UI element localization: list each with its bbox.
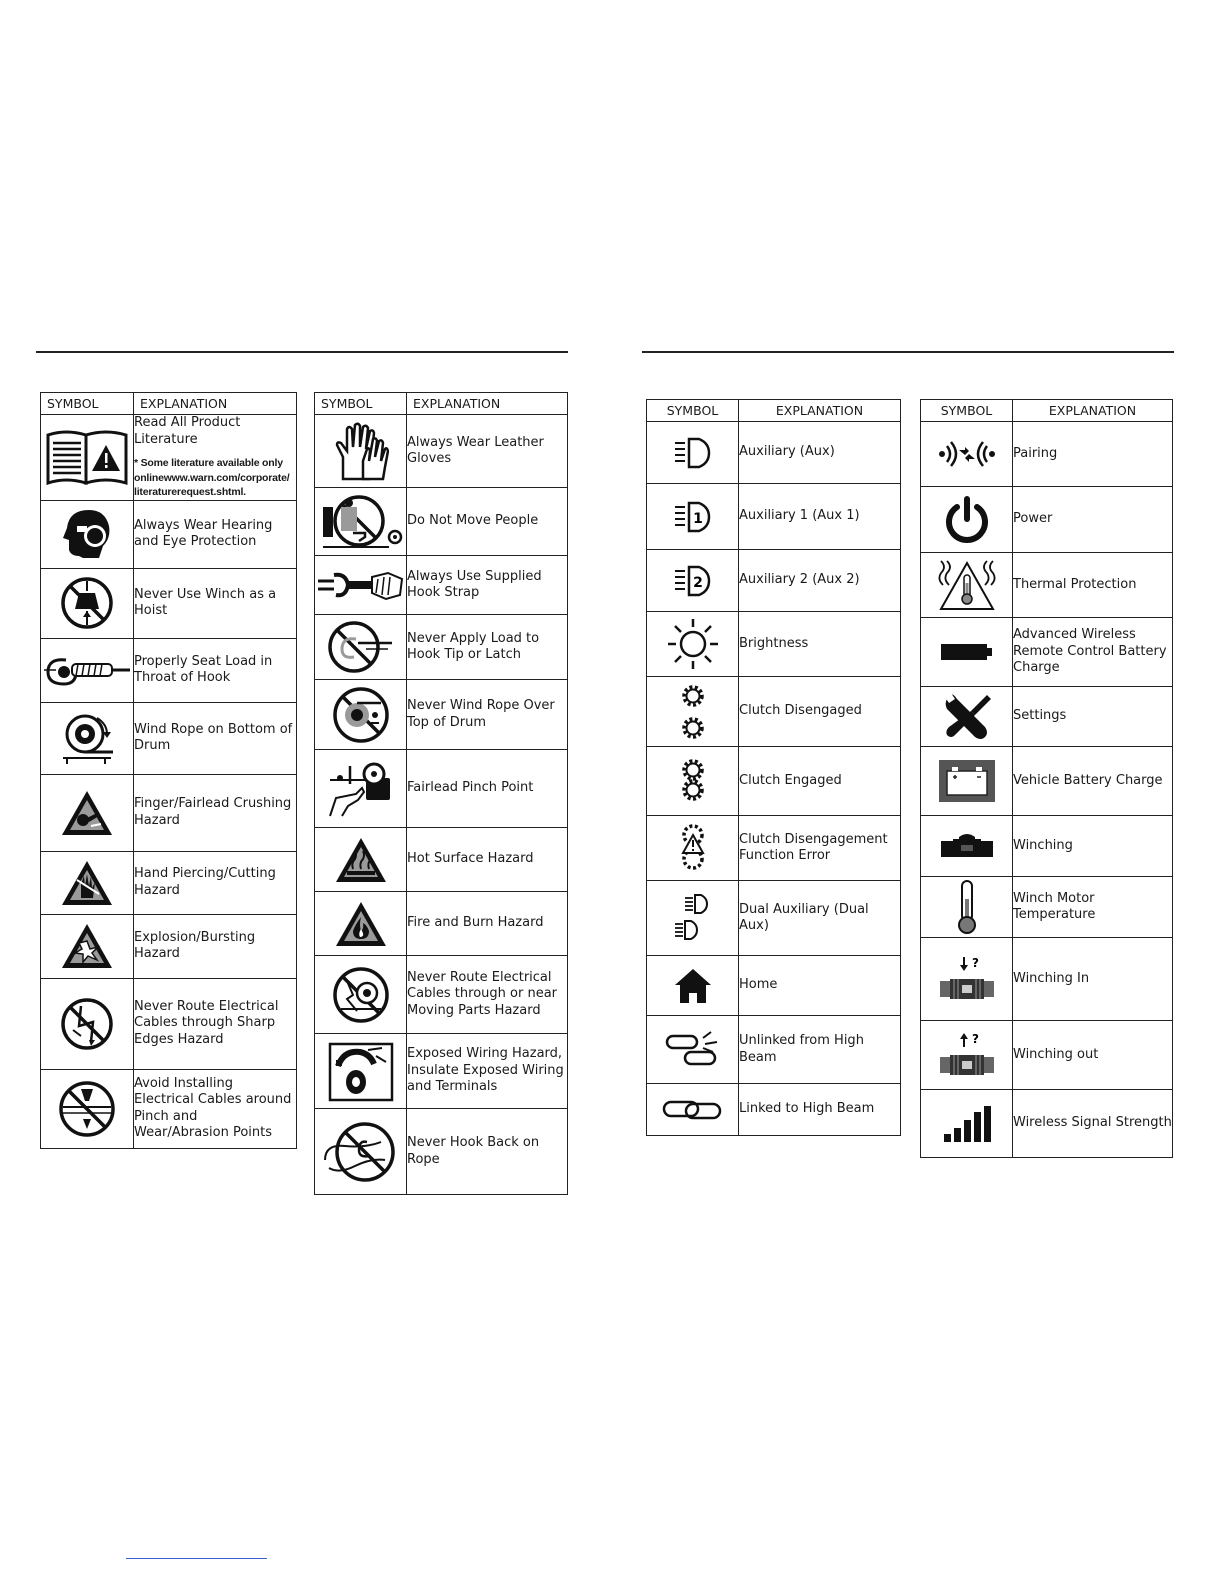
page1-top-rule (36, 351, 568, 353)
list-item-text: Always Wear Leather Gloves (407, 415, 568, 488)
thermal-icon (921, 553, 1013, 618)
list-item-text: Vehicle Battery Charge (1013, 747, 1173, 816)
fire-warning-icon (315, 892, 407, 956)
thermometer-icon (921, 877, 1013, 938)
svg-text:?: ? (971, 956, 979, 970)
svg-text:?: ? (971, 1032, 979, 1046)
list-item-text: Winch Motor Temperature (1013, 877, 1173, 938)
unlinked-icon (647, 1016, 739, 1084)
list-item-text: Never Route Electrical Cables through or near Moving Parts Hazard (407, 956, 568, 1034)
wrench-screwdriver-icon (921, 687, 1013, 747)
literature-note: * Some literature available only onlinewww.warn.com/corporate/ literaturerequest.shtml. (134, 457, 290, 498)
safety-symbols-table-2 (314, 392, 568, 1195)
list-item-text: Home (739, 956, 901, 1016)
no-move-people-icon (315, 488, 407, 556)
aux-light-icon (647, 422, 739, 484)
winch-icon (921, 816, 1013, 877)
list-item-text: Wireless Signal Strength (1013, 1090, 1173, 1158)
list-item-text: Winching out (1013, 1021, 1173, 1090)
symbol-header: SYMBOL (921, 400, 1013, 422)
list-item-text: Linked to High Beam (739, 1084, 901, 1136)
list-item-text: Wind Rope on Bottom of Drum (134, 702, 297, 774)
list-item-text: Winching In (1013, 938, 1173, 1021)
list-item-text: Fire and Burn Hazard (407, 892, 568, 956)
list-item-text: Do Not Move People (407, 488, 568, 556)
gears-error-icon (647, 816, 739, 881)
no-moving-parts-cable-icon (315, 956, 407, 1034)
list-item-text: Fairlead Pinch Point (407, 750, 568, 828)
list-item-text: Never Wind Rope Over Top of Drum (407, 680, 568, 750)
list-item-text: Always Wear Hearing and Eye Protection (134, 500, 297, 568)
gloves-icon (315, 415, 407, 488)
hook-seat-icon (41, 638, 134, 702)
aux-number: 2 (692, 574, 703, 591)
aux-number: 1 (692, 510, 703, 527)
fairlead-pinch-icon (315, 750, 407, 828)
explanation-header: EXPLANATION (134, 393, 297, 415)
list-item-text: Read All Product Literature * Some literature available only onlinewww.warn.com/corporate/ literaturerequest.shtml. (134, 415, 297, 501)
list-item-text: Exposed Wiring Hazard, Insulate Exposed Wiring and Terminals (407, 1034, 568, 1109)
remote-battery-icon (921, 618, 1013, 687)
exposed-wiring-icon (315, 1034, 407, 1109)
list-item-text: Settings (1013, 687, 1173, 747)
symbol-header: SYMBOL (315, 393, 407, 415)
list-item-text: Brightness (739, 612, 901, 677)
no-hook-tip-icon (315, 615, 407, 680)
list-item-text: Avoid Installing Electrical Cables around Pinch and Wear/Abrasion Points (134, 1069, 297, 1148)
remote-symbols-table-2 (920, 399, 1173, 1158)
dual-aux-light-icon (647, 881, 739, 956)
vehicle-battery-icon (921, 747, 1013, 816)
winch-out-icon (921, 1021, 1013, 1090)
drum-bottom-icon (41, 702, 134, 774)
no-drum-top-icon (315, 680, 407, 750)
symbol-header: SYMBOL (41, 393, 134, 415)
crush-warning-icon (41, 774, 134, 851)
list-item-text: Auxiliary 2 (Aux 2) (739, 550, 901, 612)
list-item-text: Dual Auxiliary (Dual Aux) (739, 881, 901, 956)
list-item-text: Never Apply Load to Hook Tip or Latch (407, 615, 568, 680)
hook-strap-icon (315, 556, 407, 615)
sun-icon (647, 612, 739, 677)
list-item-text: Pairing (1013, 422, 1173, 487)
home-icon (647, 956, 739, 1016)
list-item-text: Finger/Fairlead Crushing Hazard (134, 774, 297, 851)
symbol-header: SYMBOL (647, 400, 739, 422)
list-item-text: Hot Surface Hazard (407, 828, 568, 892)
footer-link-underline (126, 1558, 267, 1559)
list-item-text: Always Use Supplied Hook Strap (407, 556, 568, 615)
safety-symbols-table-1 (40, 392, 297, 1149)
list-item-text: Winching (1013, 816, 1173, 877)
list-item-text: Properly Seat Load in Throat of Hook (134, 638, 297, 702)
list-item-text: Never Hook Back on Rope (407, 1109, 568, 1195)
list-item-text: Power (1013, 487, 1173, 553)
explanation-header: EXPLANATION (739, 400, 901, 422)
remote-symbols-table-1 (646, 399, 901, 1136)
explosion-warning-icon (41, 914, 134, 978)
winch-in-icon (921, 938, 1013, 1021)
list-item-text: Clutch Engaged (739, 747, 901, 816)
list-item-text: Never Use Winch as a Hoist (134, 568, 297, 638)
power-icon (921, 487, 1013, 553)
list-item-text: Explosion/Bursting Hazard (134, 914, 297, 978)
list-item-text: Advanced Wireless Remote Control Battery Charge (1013, 618, 1173, 687)
hot-surface-warning-icon (315, 828, 407, 892)
no-hook-back-icon (315, 1109, 407, 1195)
gears-apart-icon (647, 677, 739, 747)
list-item-text: Auxiliary 1 (Aux 1) (739, 484, 901, 550)
list-item-text: Clutch Disengagement Function Error (739, 816, 901, 881)
pairing-icon (921, 422, 1013, 487)
aux2-light-icon (647, 550, 739, 612)
linked-icon (647, 1084, 739, 1136)
gears-engaged-icon (647, 747, 739, 816)
list-item-text: Never Route Electrical Cables through Sharp Edges Hazard (134, 978, 297, 1069)
no-hoist-icon (41, 568, 134, 638)
list-item-text: Hand Piercing/Cutting Hazard (134, 851, 297, 914)
explanation-header: EXPLANATION (407, 393, 568, 415)
page2-top-rule (642, 351, 1174, 353)
aux1-light-icon (647, 484, 739, 550)
head-protection-icon (41, 500, 134, 568)
list-item-text: Auxiliary (Aux) (739, 422, 901, 484)
list-item-text: Unlinked from High Beam (739, 1016, 901, 1084)
list-item-text: Thermal Protection (1013, 553, 1173, 618)
explanation-header: EXPLANATION (1013, 400, 1173, 422)
list-item-text: Clutch Disengaged (739, 677, 901, 747)
no-pinch-cable-icon (41, 1069, 134, 1148)
hand-cut-warning-icon (41, 851, 134, 914)
no-sharp-edge-cable-icon (41, 978, 134, 1069)
signal-icon (921, 1090, 1013, 1158)
book-warning-icon (41, 415, 134, 501)
